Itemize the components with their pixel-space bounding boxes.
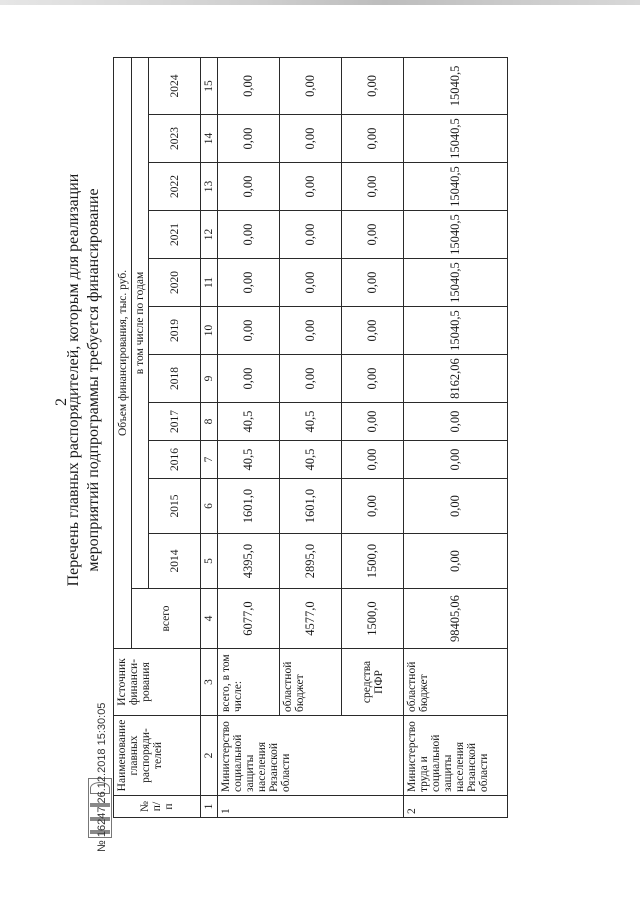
header-by-years: в том числе по годам — [132, 57, 149, 588]
value-cell: 0,00 — [218, 115, 280, 163]
total-cell: 98405,06 — [404, 589, 508, 649]
funding-source: областной бюджет — [280, 649, 342, 716]
value-cell: 1601,0 — [280, 479, 342, 534]
header-volume: Объем финансирования, тыс. руб. — [114, 57, 132, 648]
column-number: 9 — [201, 355, 218, 403]
column-number: 14 — [201, 115, 218, 163]
column-number: 12 — [201, 211, 218, 259]
distributor-name: Министерство социальной защиты населения Рязанской области — [218, 716, 404, 796]
header-num: № п/п — [114, 796, 201, 818]
column-number: 3 — [201, 649, 218, 716]
column-number: 8 — [201, 403, 218, 441]
value-cell: 0,00 — [280, 211, 342, 259]
table-row — [342, 57, 404, 817]
value-cell: 0,00 — [342, 355, 404, 403]
header-total: всего — [132, 589, 201, 649]
header-year: 2015 — [149, 479, 201, 534]
total-cell: 4577,0 — [280, 589, 342, 649]
value-cell: 40,5 — [218, 403, 280, 441]
column-number: 2 — [201, 716, 218, 796]
distributor-name: Министерство труда и социальной защиты населения Рязанской области — [404, 716, 508, 796]
value-cell: 15040,5 — [404, 163, 508, 211]
header-year: 2014 — [149, 534, 201, 589]
value-cell: 15040,5 — [404, 259, 508, 307]
value-cell: 0,00 — [404, 479, 508, 534]
title-line-1: Перечень главных распорядителей, которым для реализации — [65, 173, 82, 587]
value-cell: 0,00 — [218, 355, 280, 403]
value-cell: 0,00 — [218, 307, 280, 355]
value-cell: 0,00 — [280, 307, 342, 355]
column-number: 13 — [201, 163, 218, 211]
header-year: 2022 — [149, 163, 201, 211]
value-cell: 15040,5 — [404, 307, 508, 355]
value-cell: 0,00 — [342, 211, 404, 259]
total-cell: 6077,0 — [218, 589, 280, 649]
financing-table — [113, 57, 508, 818]
column-number: 15 — [201, 57, 218, 114]
table-row — [280, 57, 342, 817]
value-cell: 4395,0 — [218, 534, 280, 589]
column-number: 10 — [201, 307, 218, 355]
value-cell: 0,00 — [404, 403, 508, 441]
header-source: Источник финанси-рования — [114, 649, 201, 716]
column-number: 4 — [201, 589, 218, 649]
value-cell: 0,00 — [404, 441, 508, 479]
value-cell: 40,5 — [218, 441, 280, 479]
column-number: 1 — [201, 796, 218, 818]
value-cell: 8162,06 — [404, 355, 508, 403]
header-year: 2016 — [149, 441, 201, 479]
header-year: 2017 — [149, 403, 201, 441]
value-cell: 0,00 — [280, 115, 342, 163]
funding-source: всего, в том числе: — [218, 649, 280, 716]
value-cell: 0,00 — [280, 355, 342, 403]
value-cell: 15040,5 — [404, 57, 508, 114]
value-cell: 1601,0 — [218, 479, 280, 534]
value-cell: 40,5 — [280, 441, 342, 479]
value-cell: 0,00 — [342, 163, 404, 211]
value-cell: 0,00 — [404, 534, 508, 589]
total-cell: 1500,0 — [342, 589, 404, 649]
table-row — [218, 57, 280, 817]
value-cell: 0,00 — [280, 259, 342, 307]
column-number: 7 — [201, 441, 218, 479]
rotated-table-area — [113, 59, 621, 818]
header-year: 2024 — [149, 57, 201, 114]
value-cell: 0,00 — [342, 115, 404, 163]
value-cell: 0,00 — [280, 163, 342, 211]
value-cell: 0,00 — [280, 57, 342, 114]
value-cell: 0,00 — [342, 57, 404, 114]
page-number: 2 — [53, 398, 70, 406]
header-year: 2020 — [149, 259, 201, 307]
value-cell: 40,5 — [280, 403, 342, 441]
value-cell: 0,00 — [342, 479, 404, 534]
row-number: 1 — [218, 796, 404, 818]
value-cell: 15040,5 — [404, 115, 508, 163]
header-year: 2021 — [149, 211, 201, 259]
value-cell: 0,00 — [342, 403, 404, 441]
value-cell: 0,00 — [218, 211, 280, 259]
header-year: 2018 — [149, 355, 201, 403]
funding-source: областной бюджет — [404, 649, 508, 716]
column-number: 6 — [201, 479, 218, 534]
table-row — [404, 57, 508, 817]
value-cell: 0,00 — [342, 259, 404, 307]
row-number: 2 — [404, 796, 508, 818]
value-cell: 0,00 — [218, 163, 280, 211]
header-year: 2023 — [149, 115, 201, 163]
value-cell: 0,00 — [218, 259, 280, 307]
value-cell: 0,00 — [218, 57, 280, 114]
value-cell: 1500,0 — [342, 534, 404, 589]
title-line-2: мероприятий подпрограммы требуется финансирование — [85, 188, 102, 572]
registration-number: № 16247 26.12.2018 15:30:05 — [96, 702, 108, 852]
column-number: 11 — [201, 259, 218, 307]
value-cell: 2895,0 — [280, 534, 342, 589]
value-cell: 0,00 — [342, 307, 404, 355]
funding-source: средства ПФР — [342, 649, 404, 716]
value-cell: 0,00 — [342, 441, 404, 479]
value-cell: 15040,5 — [404, 211, 508, 259]
header-year: 2019 — [149, 307, 201, 355]
column-number: 5 — [201, 534, 218, 589]
header-name: Наименование главных распоряди-телей — [114, 716, 201, 796]
